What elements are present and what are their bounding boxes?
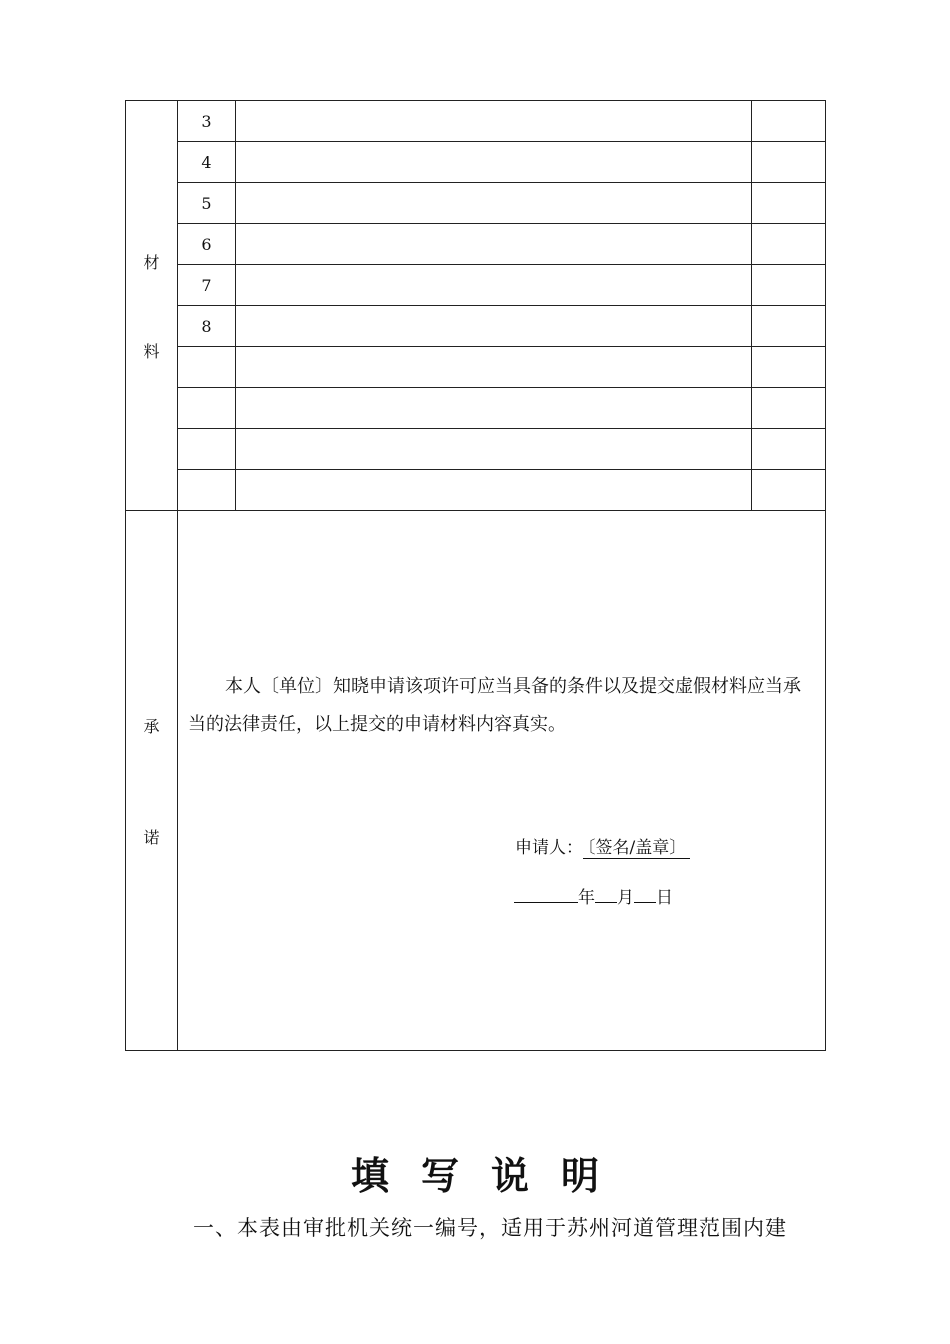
material-name-cell[interactable]	[236, 265, 752, 306]
material-row	[126, 101, 826, 142]
material-extra-cell[interactable]	[752, 347, 826, 388]
day-blank[interactable]	[634, 888, 656, 903]
material-extra-cell[interactable]	[752, 224, 826, 265]
year-label: 年	[578, 888, 595, 908]
material-extra-cell[interactable]	[752, 306, 826, 347]
material-extra-cell[interactable]	[752, 101, 826, 142]
material-name-cell[interactable]	[236, 183, 752, 224]
promise-content	[178, 511, 826, 1051]
material-extra-cell[interactable]	[752, 429, 826, 470]
material-row	[126, 470, 826, 511]
material-number: 4	[178, 142, 236, 183]
material-name-cell[interactable]	[236, 388, 752, 429]
material-row	[126, 224, 826, 265]
material-name-cell[interactable]	[236, 224, 752, 265]
month-blank[interactable]	[595, 888, 617, 903]
promise-statement: 本人〔单位〕知晓申请该项许可应当具备的条件以及提交虚假材料应当承当的法律责任，以上提交的申请材料内容真实。	[188, 676, 801, 735]
material-row	[126, 306, 826, 347]
materials-label-char-2: 料	[143, 341, 160, 361]
applicant-signature-line[interactable]	[515, 833, 690, 858]
material-extra-cell[interactable]	[752, 388, 826, 429]
material-extra-cell[interactable]	[752, 470, 826, 511]
material-name-cell[interactable]	[236, 429, 752, 470]
material-number: 8	[178, 306, 236, 347]
material-number	[178, 347, 236, 388]
material-row	[126, 183, 826, 224]
month-label: 月	[617, 888, 634, 908]
materials-label-char-1: 材	[143, 252, 160, 272]
material-name-cell[interactable]	[236, 470, 752, 511]
material-extra-cell[interactable]	[752, 183, 826, 224]
promise-label-char-1: 承	[143, 716, 160, 736]
date-line	[514, 883, 673, 908]
material-row	[126, 347, 826, 388]
material-row	[126, 429, 826, 470]
material-row	[126, 265, 826, 306]
material-row	[126, 142, 826, 183]
material-number: 7	[178, 265, 236, 306]
material-extra-cell[interactable]	[752, 265, 826, 306]
instructions-title: 填写说明	[350, 1153, 631, 1198]
day-label: 日	[656, 888, 673, 908]
applicant-label: 申请人：	[515, 838, 583, 858]
material-number: 5	[178, 183, 236, 224]
material-name-cell[interactable]	[236, 306, 752, 347]
application-materials-table	[125, 100, 826, 1051]
material-number	[178, 470, 236, 511]
promise-label-char-2: 诺	[143, 827, 160, 847]
signature-note[interactable]: 〔签名/盖章〕	[583, 838, 690, 859]
material-number	[178, 429, 236, 470]
material-name-cell[interactable]	[236, 347, 752, 388]
material-number: 6	[178, 224, 236, 265]
material-row	[126, 388, 826, 429]
material-number	[178, 388, 236, 429]
instructions-line-1: 一、本表由审批机关统一编号，适用于苏州河道管理范围内建	[193, 1216, 787, 1240]
year-blank[interactable]	[514, 888, 578, 903]
promise-section-label	[126, 511, 178, 1051]
material-extra-cell[interactable]	[752, 142, 826, 183]
promise-row	[126, 511, 826, 1051]
material-name-cell[interactable]	[236, 142, 752, 183]
material-name-cell[interactable]	[236, 101, 752, 142]
materials-section-label	[126, 101, 178, 511]
material-number: 3	[178, 101, 236, 142]
